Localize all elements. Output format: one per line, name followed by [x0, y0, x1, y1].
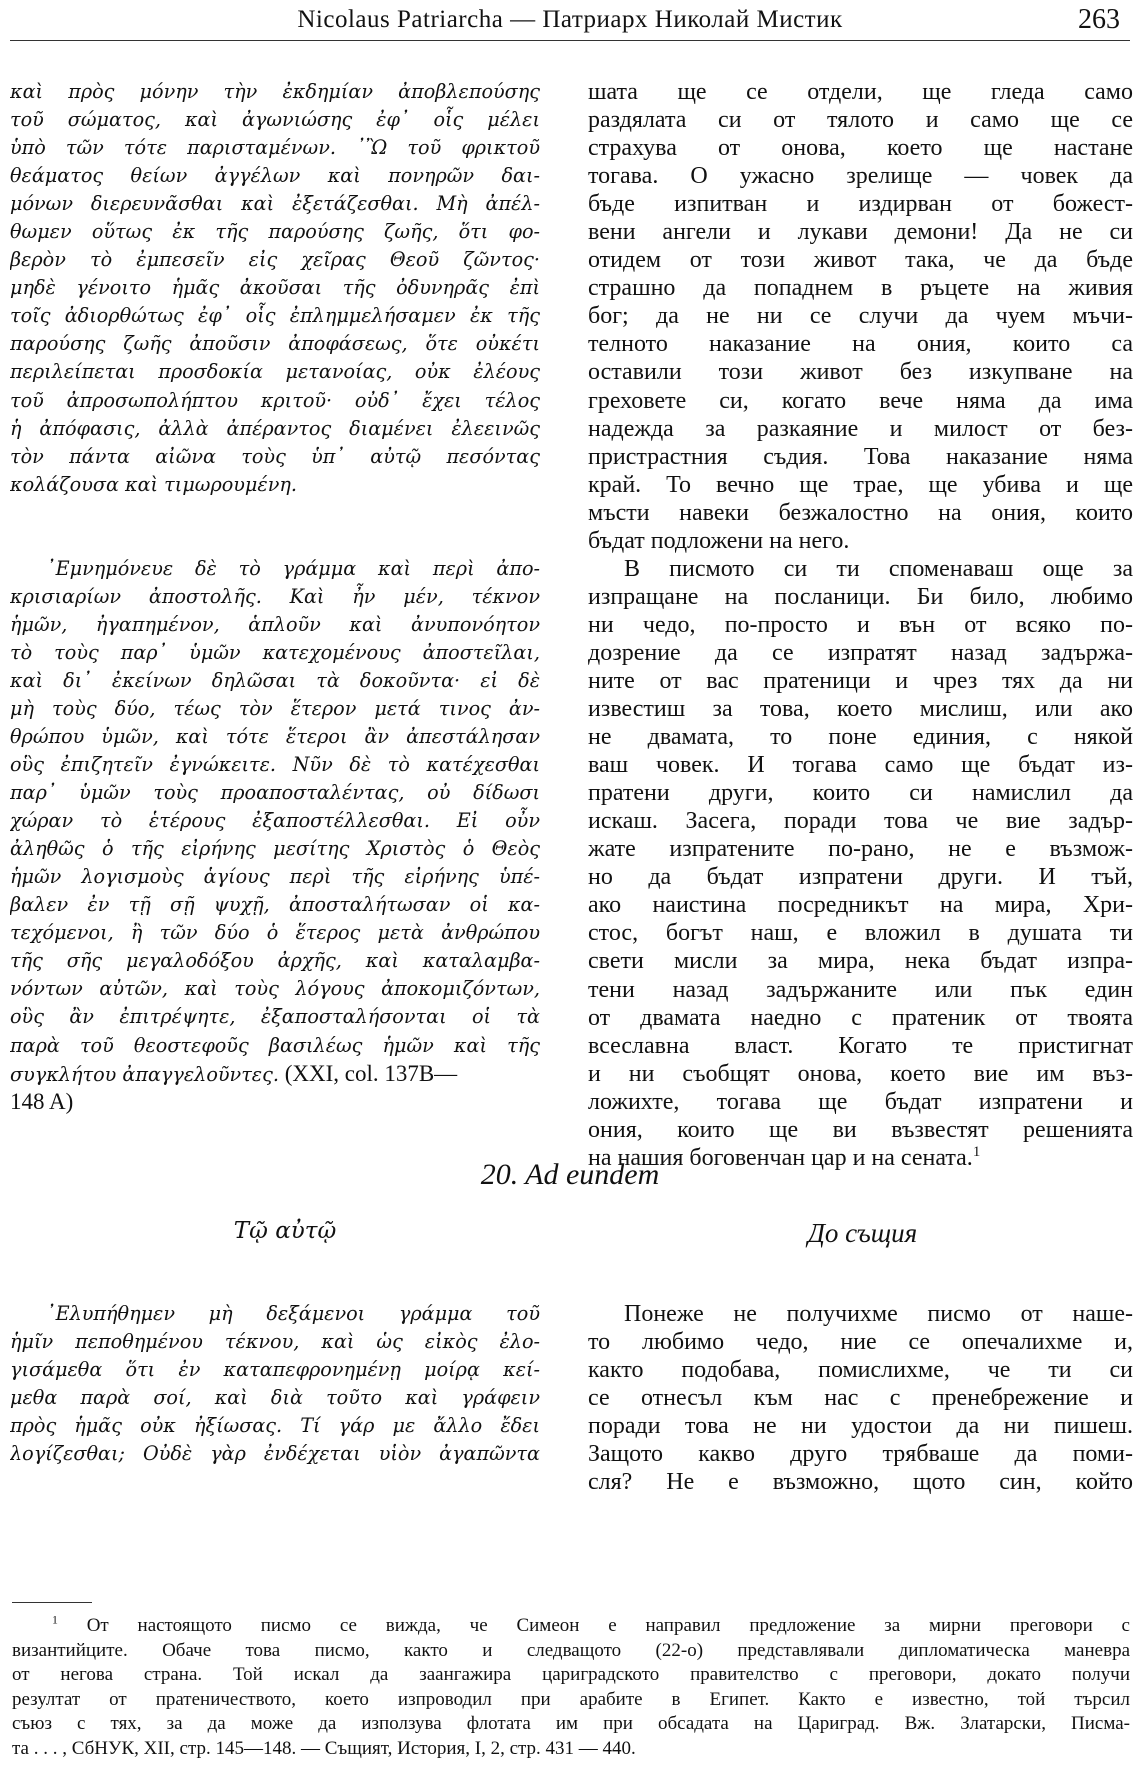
footnote-number: 1: [52, 1614, 58, 1627]
bulgarian-line: раздялата си от тялото и само ще се: [588, 107, 1133, 134]
greek-line: οὓς ἐπιζητεῖν ἐγνώκειτε. Νῦν δὲ τὸ κατέχεσθαι: [10, 753, 540, 777]
greek-line-text: συγκλήτου ἀπαγγελοῦντες.: [10, 1062, 279, 1086]
greek-line: ἡ ἀπόφασις, ἀλλὰ ἀπέραντος διαμένει ἐλεεινῶς: [10, 416, 540, 440]
bulgarian-line: ни чедо, по-просто и вън от всяко по-: [588, 611, 1133, 638]
footnote-line: съюз с тях, за да може да използува флотата им при обсадата на Цариград. Вж. Златарски, Писма-: [12, 1713, 1130, 1734]
greek-column-letter20: [10, 1300, 540, 1468]
greek-line: ἀληθῶς ὁ τῆς εἰρήνης μεσίτης Χριστὸς ὁ Θεὸς: [10, 837, 540, 861]
greek-line: καὶ δι᾽ ἐκείνων δηλῶσαι τὰ δοκοῦντα· εἰ δὲ: [10, 668, 540, 692]
bulgarian-line: Понеже не получихме писмо от наше-: [624, 1301, 1133, 1327]
greek-line: ἡμῶν λογισμοὺς ἁγίους περὶ τῆς εἰρήνης ὑπέ-: [10, 865, 540, 889]
footnote: [12, 1614, 1130, 1761]
bulgarian-line: телното наказание на ония, които са: [588, 331, 1133, 358]
bulgarian-line: всеславна власт. Когато те пристигнат: [588, 1032, 1133, 1059]
bulgarian-line: край. То вечно ще трае, ще убива и ще: [588, 471, 1133, 498]
bulgarian-line: от двамата наедно с пратеник от твоята: [588, 1004, 1133, 1031]
bulgarian-line: жате изпратените по-рано, не е възмож-: [588, 836, 1133, 863]
bulgarian-line: страхува от онова, което ще настане: [588, 135, 1133, 162]
bulgarian-title: До същия: [807, 1218, 918, 1248]
greek-line: ἡμῶν, ἠγαπημένον, ἁπλοῦν καὶ ἀνυπονόητον: [10, 612, 540, 636]
bulgarian-line: ваш човек. И тогава само ще бъдат из-: [588, 752, 1133, 779]
bulgarian-line: Защото какво друго трябваше да поми-: [588, 1441, 1133, 1468]
letter-heading: 20. Ad eundem: [480, 1158, 660, 1191]
footnote-marker: 1: [972, 1143, 981, 1160]
bulgarian-line: искаш. Засега, поради това че вие задър-: [588, 808, 1133, 835]
greek-line: παρούσης ζωῆς ἀποῦσιν ἀποφάσεως, ὅτε οὐκέτι: [10, 332, 540, 356]
greek-line: παρ᾽ ὑμῶν τοὺς προαποσταλέντας, οὐ δίδωσι: [10, 781, 540, 805]
greek-line: ὑπὸ τῶν τότε παρισταμένων. ᾿Ὢ τοῦ φρικτοῦ: [10, 136, 540, 160]
bulgarian-line: ложихте, тогава ще бъдат изпратени и: [588, 1088, 1133, 1115]
citation: (XXI, col. 137B—: [278, 1060, 458, 1086]
running-title: Nicolaus Patriarcha — Патриарх Николай Мистик: [297, 6, 843, 33]
bulgarian-line: надежда за разкаяние и милост от без-: [588, 415, 1133, 442]
greek-line: οὓς ἂν ἐπιτρέψητε, ἐξαποσταλήσονται οἱ τὰ: [10, 1005, 540, 1029]
greek-line: ᾿Εμνημόνευε δὲ τὸ γράμμα καὶ περὶ ἀπο-: [46, 556, 540, 580]
greek-line: περιλείπεται προσδοκία μετανοίας, οὐκ ἐλέους: [10, 360, 540, 384]
bulgarian-line: греховете си, когато вече няма да има: [588, 387, 1133, 414]
bulgarian-line: ако наистина посредникът на мира, Хри-: [588, 892, 1133, 919]
bulgarian-line: вени ангели и лукави демони! Да не си: [588, 219, 1133, 246]
bulgarian-line: пристрастния съдия. Това наказание няма: [588, 443, 1133, 470]
greek-column-letter19: [10, 78, 540, 1116]
bulgarian-line: мъсти навеки безжалостно на ония, които: [588, 499, 1133, 526]
greek-line: βερὸν τὸ ἐμπεσεῖν εἰς χεῖρας Θεοῦ ζῶντος·: [10, 248, 540, 272]
greek-line: τὸν πάντα αἰῶνα τοὺς ὑπ᾽ αὐτῷ πεσόντας: [10, 444, 540, 468]
greek-line: κρισιαρίων ἀποστολῆς. Καὶ ἦν μέν, τέκνον: [10, 584, 540, 608]
bulgarian-line: свети мисли за мира, нека бъдат изпра-: [588, 948, 1133, 975]
bulgarian-line: стос, богът наш, е вложил в душата ти: [588, 920, 1133, 947]
greek-line: τὸ τοὺς παρ᾽ ὑμῶν κατεχομένους ἀποστεῖλαι,: [10, 640, 540, 664]
greek-line: ἡμῖν πεποθημένου τέκνου, καὶ ὡς εἰκὸς ἐλο-: [10, 1330, 540, 1354]
greek-line: μηδὲ γένοιτο ἡμᾶς ἀκοῦσαι τῆς ὀδυνηρᾶς ἐπὶ: [10, 276, 540, 300]
page-number: 263: [1078, 4, 1120, 35]
greek-line: μόνων διερευνᾶσθαι καὶ ἐξετάζεσθαι. Μὴ ἀπέλ-: [10, 192, 540, 216]
greek-line: τοῖς ἀδιορθώτως ἐφ᾽ οἷς ἐπλημμελήσαμεν ἐκ τῆς: [10, 304, 540, 328]
bulgarian-line: то любимо чедо, ние се опечалихме и,: [588, 1329, 1133, 1356]
bulgarian-line: поради това не ни удостои да ни пишеш.: [588, 1413, 1133, 1440]
bulgarian-line: известиш за това, което мислиш, или ако: [588, 696, 1133, 723]
greek-line: [10, 1060, 540, 1088]
bulgarian-line: ония, които ще ви възвестят решенията: [588, 1116, 1133, 1143]
bulgarian-line: ните от вас пратеници и чрез тях да ни: [588, 667, 1133, 694]
bulgarian-column-letter19: [588, 78, 1133, 1172]
greek-line: καὶ πρὸς μόνην τὴν ἐκδημίαν ἀποβλεπούσης: [10, 80, 540, 103]
bulgarian-line: шата ще се отдели, ще гледа само: [588, 79, 1133, 105]
greek-line: θωμεν οὕτως ἐκ τῆς παρούσης ζωῆς, ὅτι φο-: [10, 220, 540, 244]
bulgarian-line: се отнесъл към нас с пренебрежение и: [588, 1385, 1133, 1412]
greek-line: παρὰ τοῦ θεοστεφοῦς βασιλέως ἡμῶν καὶ τῆς: [10, 1033, 540, 1057]
bulgarian-line: бъдат подложени на него.: [588, 527, 850, 554]
bulgarian-line: но да бъдат изпратени други. И тъй,: [588, 864, 1133, 891]
page-header: [20, 4, 1120, 38]
bulgarian-line: тогава. О ужасно зрелище — човек да: [588, 163, 1133, 190]
bulgarian-line: бог; да не ни се случи да чуем мъчи-: [588, 303, 1133, 330]
bulgarian-column-letter20: [588, 1300, 1133, 1496]
bulgarian-line: както подобава, помислихме, че ти си: [588, 1357, 1133, 1384]
greek-line: τῆς σῆς μεγαλοδόξου ἀρχῆς, καὶ καταλαμβα-: [10, 949, 540, 973]
footnote-line: [12, 1614, 1130, 1639]
bulgarian-line: и ни съобщят онова, което вие им въз-: [588, 1060, 1133, 1087]
footnote-line: от негова страна. Той искал да заангажира цариградското правителство с преговори, докато получи: [12, 1664, 1130, 1685]
citation: 148 A): [10, 1088, 74, 1114]
greek-line: χώραν τὸ ἑτέρους ἐξαποστέλλεσθαι. Εἰ οὖν: [10, 809, 540, 833]
bulgarian-line: сля? Не е възможно, щото син, който: [588, 1469, 1133, 1496]
greek-line: τεχόμενοι, ἢ τῶν δύο ὁ ἕτερος μετὰ ἀνθρώπου: [10, 921, 540, 945]
footnote-text: От настоящото писмо се вижда, че Симеон е направил предложение за мирни преговори с: [57, 1615, 1130, 1636]
bulgarian-line: изпращане на посланици. Би било, любимо: [588, 583, 1133, 610]
greek-line: μεθα παρὰ σοί, καὶ διὰ τοῦτο καὶ γράφειν: [10, 1386, 540, 1410]
bulgarian-line: тени назад задържаните или пък един: [588, 976, 1133, 1003]
bulgarian-line: бъде изпитван и издирван от божест-: [588, 191, 1133, 218]
greek-title: Τῷ αὐτῷ: [233, 1218, 337, 1244]
bulgarian-line: страшно да попаднем в ръцете на живия: [588, 275, 1133, 302]
footnote-line: византийците. Обаче това писмо, както и следващото (22-о) представлявали дипломатическа маневра: [12, 1639, 1130, 1661]
greek-line: ᾿Ελυπήθημεν μὴ δεξάμενοι γράμμα τοῦ: [46, 1302, 540, 1325]
header-rule: [10, 40, 1130, 41]
greek-line: τοῦ σώματος, καὶ ἀγωνιώσης ἐφ᾽ οἷς μέλει: [10, 108, 540, 132]
greek-line: μὴ τοὺς δύο, τέως τὸν ἕτερον μετά τινος ἀν-: [10, 696, 540, 720]
footnote-line: та . . . , СбНУК, XII, стр. 145—148. — Същият, История, I, 2, стр. 431 — 440.: [12, 1737, 636, 1759]
greek-line: τοῦ ἀπροσωπολήπτου κριτοῦ· οὐδ᾽ ἔχει τέλος: [10, 388, 540, 412]
greek-line: κολάζουσα καὶ τιμωρουμένη.: [10, 472, 297, 496]
bulgarian-line: дозрение да се изпратят назад задържа-: [588, 639, 1133, 666]
greek-line: θεάματος θείων ἀγγέλων καὶ πονηρῶν δαι-: [10, 164, 540, 188]
bulgarian-line: отидем от този живот така, че да бъде: [588, 247, 1133, 274]
bulgarian-line: не двамата, то поне единия, с някой: [588, 724, 1133, 751]
greek-line: λογίζεσθαι; Οὐδὲ γὰρ ἐνδέχεται υἱὸν ἀγαπῶντα: [10, 1442, 540, 1466]
bulgarian-line-text: на нашия боговенчан цар и на сената.: [588, 1144, 973, 1171]
greek-line: γισάμεθα ὅτι ἐν καταπεφρονημένῃ μοίρᾳ κεί-: [10, 1358, 540, 1382]
greek-line: νόντων αὐτῶν, καὶ τοὺς λόγους ἀποκομιζόντων,: [10, 977, 540, 1001]
bulgarian-line: оставили този живот без изкупване на: [588, 359, 1133, 386]
greek-line: βαλεν ἐν τῇ σῇ ψυχῇ, ἀποσταλήτωσαν οἱ κα-: [10, 893, 540, 917]
bulgarian-line: пратени други, които си намислил да: [588, 780, 1133, 807]
bulgarian-line: В писмото си ти споменаваш още за: [624, 555, 1133, 582]
greek-line: θρώπου ὑμῶν, καὶ τότε ἕτεροι ἂν ἀπεστάλησαν: [10, 724, 540, 748]
greek-line: πρὸς ἡμᾶς οὐκ ἠξίωσας. Τί γάρ με ἄλλο ἔδει: [10, 1414, 540, 1438]
footnote-line: резултат от пратеничеството, което изпроводил при арабите в Египет. Както е известно, той търсил: [12, 1688, 1130, 1710]
footnote-rule: [12, 1602, 92, 1603]
